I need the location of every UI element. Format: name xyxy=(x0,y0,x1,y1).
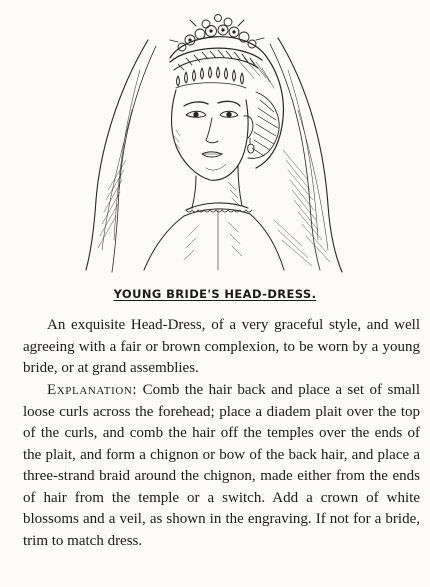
page-title: YOUNG BRIDE'S HEAD-DRESS. xyxy=(113,287,317,301)
explanation-paragraph xyxy=(23,380,420,552)
explanation-text: Comb the hair back and place a set of small loose curls across the forehead; place a diadem plait over the top of the curls, and comb the hair off the temples over the ends of the plait, and form a chignon or bow of the back hair, and place a three-strand braid around the chignon, made either from the ends of hair from the temple or a switch. Add a crown of white blossoms and a veil, as shown in the engraving. If not for a bride, trim to match dress. xyxy=(23,382,420,549)
explanation-label: Explanation: xyxy=(47,382,138,398)
bride-engraving-illustration xyxy=(78,0,348,276)
intro-paragraph: An exquisite Head-Dress, of a very graceful style, and well agreeing with a fair or brown complexion, to be worn by a young bride, or at grand assemblies. xyxy=(23,317,420,376)
